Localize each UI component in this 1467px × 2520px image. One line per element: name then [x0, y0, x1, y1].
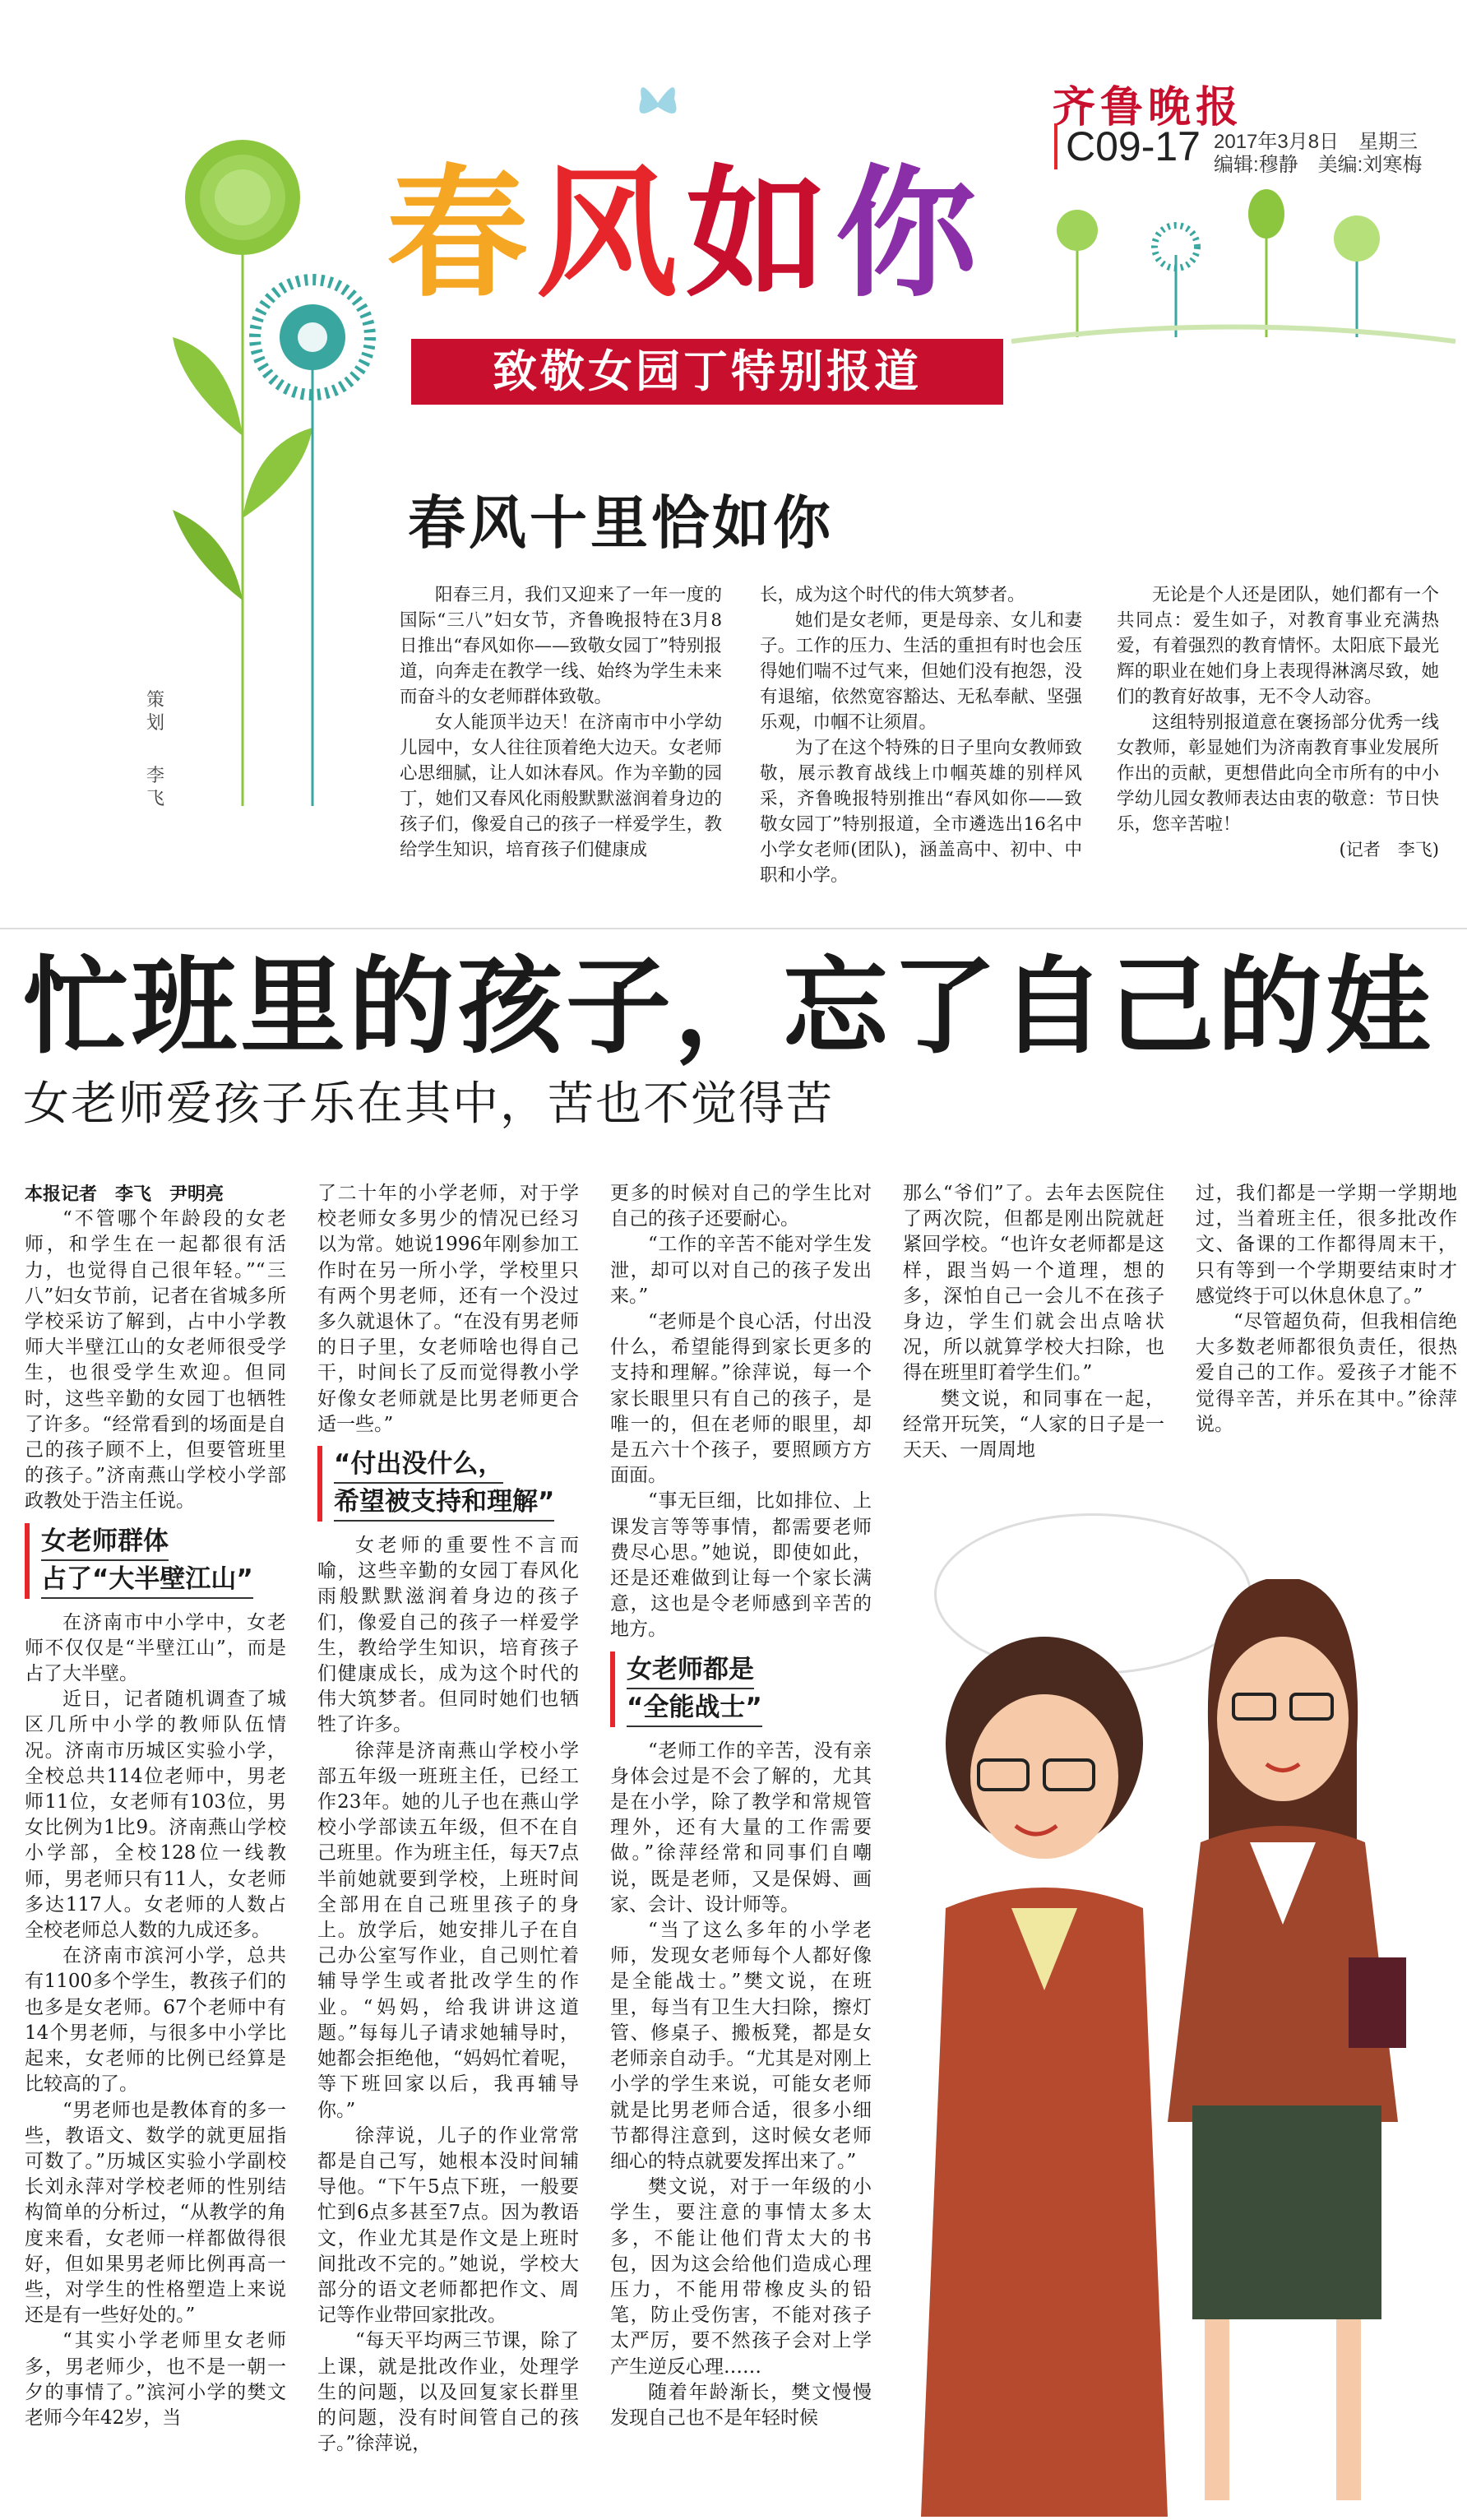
paragraph: 阳春三月，我们又迎来了一年一度的国际“三八”妇女节，齐鲁晚报特在3月8日推出“春风如你——致敬女园丁”特别报道，向奔走在教学一线、始终为学生未来而奋斗的女老师群体致敬。	[400, 585, 722, 707]
planner-label: 策划	[146, 690, 165, 734]
section-divider	[0, 928, 1467, 929]
subhead-line: “付出没什么，	[334, 1446, 503, 1484]
banner-title-char: 你	[835, 151, 985, 317]
subhead-line: 女老师群体	[41, 1523, 169, 1561]
subhead-2	[317, 1446, 579, 1522]
subhead-3	[610, 1651, 872, 1727]
section-banner-title	[386, 151, 985, 317]
banner-title-char: 如	[686, 151, 835, 317]
teachers-illustration	[921, 1530, 1467, 2517]
paragraph: “老师是个良心活，付出没什么，希望能得到家长更多的支持和理解。”徐萍说，每一个家长眼里只有自己的孩子，是唯一的，但在老师的眼里，却是五六十个孩子，要照顾方方面面。	[610, 1311, 872, 1487]
paragraph: 随着年龄渐长，樊文慢慢发现自己也不是年轻时候	[610, 2381, 872, 2429]
paragraph: “男老师也是教体育的多一些，教语文、数学的就更屈指可数了。”历城区实验小学副校长刘永萍对学校老师的性别结构简单的分析过，“从教学的角度来看，女老师一样都做得很好，但如果男老师比例再高一些，对学生的性格塑造上来说还是有一些好处的。”	[25, 2099, 286, 2327]
paragraph: 无论是个人还是团队，她们都有一个共同点：爱生如子，对教育事业充满热爱，有着强烈的教育情怀。太阳底下最光辉的职业在她们身上表现得淋漓尽致，她们的教育好故事，无不令人动容。	[1117, 585, 1439, 707]
page-number: C09-17	[1054, 123, 1201, 169]
byline: 本报记者 李飞 尹明亮	[25, 1184, 224, 1204]
subhead-line: 希望被支持和理解”	[334, 1484, 554, 1522]
paragraph: 在济南市滨河小学，总共有1100多个学生，教孩子们的也多是女老师。67个老师中有14个男老师，与很多中小学比起来，女老师的比例已经算是比较高的了。	[25, 1945, 286, 2096]
paragraph: “老师工作的辛苦，没有亲身体会过是不会了解的，尤其是在小学，除了教学和常规管理外，还有大量的工作需要做。”徐萍经常和同事们自嘲说，既是老师，又是保姆、画家、会计、设计师等。	[610, 1739, 872, 1915]
green-flower-icon	[173, 140, 312, 806]
article-column-2	[317, 1181, 579, 2457]
teacher-figure-icon	[1168, 1579, 1406, 2500]
intro-signature: (记者 李飞)	[1339, 840, 1439, 859]
subhead-1	[25, 1523, 286, 1599]
paragraph: “其实小学老师里女老师多，男老师少，也不是一朝一夕的事情了。”滨河小学的樊文老师今年42岁，当	[25, 2330, 286, 2429]
subhead-line: 女老师都是	[627, 1651, 754, 1689]
banner-title-char: 春	[386, 151, 536, 317]
paper-logo: 齐鲁晚报	[1053, 82, 1244, 132]
paragraph: 她们是女老师，更是母亲、女儿和妻子。工作的压力、生活的重担有时也会压得她们喘不过气来，但她们没有抱怨，没有退缩，依然宽容豁达、无私奉献、坚强乐观，巾帼不让须眉。	[760, 610, 1082, 733]
paragraph: 更多的时候对自己的学生比对自己的孩子还要耐心。	[610, 1183, 872, 1230]
paragraph: 为了在这个特殊的日子里向女教师致敬，展示教育战线上巾帼英雄的别样风采，齐鲁晚报特别推出“春风如你——致敬女园丁”特别报道，全市遴选出16名中小学女老师(团队)，涵盖高中、初中、中职和小学。	[760, 738, 1082, 886]
article-headline: 忙班里的孩子，忘了自己的娃	[23, 946, 1435, 1068]
intro-headline: 春风十里恰如你	[408, 489, 834, 557]
paragraph: 过，我们都是一学期一学期地过，当着班主任，很多批改作文、备课的工作都得周末干，只有等到一个学期要结束时才感觉终于可以休息休息了。”	[1196, 1183, 1457, 1307]
paragraph: 女老师的重要性不言而喻，这些辛勤的女园丁春风化雨般默默滋润着身边的孩子们，像爱自己的孩子一样爱学生，教给学生知识，培育孩子们健康成长，成为这个时代的伟大筑梦者。但同时她们也牺牲了许多。	[317, 1535, 579, 1736]
paragraph: 徐萍是济南燕山学校小学部五年级一班班主任，已经工作23年。她的儿子也在燕山学校小学部读五年级，但不在自己班里。作为班主任，每天7点半前她就要到学校，上班时间全部用在自己班里孩子的身上。放学后，她安排儿子在自己办公室写作业，自己则忙着辅导学生或者批改学生的作业。“妈妈，给我讲讲这道题。”每每儿子请求她辅导时，她都会拒绝他，“妈妈忙着呢，等下班回家以后，我再辅导你。”	[317, 1739, 579, 2121]
plant-decoration-right	[1011, 189, 1455, 345]
section-subtitle: 致敬女园丁特别报道	[411, 339, 1003, 405]
article-subheadline: 女老师爱孩子乐在其中，苦也不觉得苦	[23, 1077, 834, 1131]
paragraph: “尽管超负荷，但我相信绝大多数老师都很负责任，很热爱自己的工作。爱孩子才能不觉得辛苦，并乐在其中。”徐萍说。	[1196, 1311, 1457, 1435]
paragraph: 樊文说，和同事在一起，经常开玩笑，“人家的日子是一天天、一周周地	[903, 1387, 1164, 1462]
paragraph: 近日，记者随机调查了城区几所中小学的教师队伍情况。济南市历城区实验小学，全校总共114位老师中，男老师11位，女老师有103位，男女比例为1比9。济南燕山学校小学部，全校128位一线教师，男老师只有11人，女老师多达117人。女老师的人数占全校老师总人数的九成还多。	[25, 1688, 286, 1942]
paragraph: “每天平均两三节课，除了上课，就是批改作业，处理学生的问题，以及回复家长群里的问题，没有时间管自己的孩子。”徐萍说，	[317, 2330, 579, 2455]
paragraph: 这组特别报道意在褒扬部分优秀一线女教师，彰显她们为济南教育事业发展所作出的贡献，更想借此向全市所有的中小学幼儿园女教师表达由衷的敬意：节日快乐，您辛苦啦！	[1117, 712, 1439, 835]
banner-title-char: 风	[536, 151, 686, 317]
editor-credits: 编辑:穆静 美编:刘寒梅	[1214, 154, 1423, 176]
planner-name: 李飞	[146, 766, 165, 809]
intro-column-1	[400, 582, 722, 863]
issue-date: 2017年3月8日 星期三	[1214, 131, 1418, 153]
paragraph: “工作的辛苦不能对学生发泄，却可以对自己的孩子发出来。”	[610, 1234, 872, 1307]
article-column-1	[25, 1181, 286, 2431]
paragraph: 在济南市中小学中，女老师不仅仅是“半壁江山”，而是占了大半壁。	[25, 1611, 286, 1685]
subhead-line: “全能战士”	[627, 1689, 762, 1727]
paragraph: 樊文说，对于一年级的小学生，要注意的事情太多太多，不能让他们背太大的书包，因为这会给他们造成心理压力，不能用带橡皮头的铅笔，防止受伤害，不能对孩子太严厉，要不然孩子会对上学产生逆反心理……	[610, 2176, 872, 2378]
butterfly-icon	[633, 74, 683, 132]
teal-flower-icon	[255, 280, 370, 806]
article-column-5	[1196, 1181, 1457, 1438]
intro-column-2	[760, 582, 1082, 888]
paragraph: 徐萍说，儿子的作业常常都是自己写，她根本没时间辅导他。“下午5点下班，一般要忙到6点多甚至7点。因为教语文，作业尤其是作文是上班时间批改不完的。”她说，学校大部分的语文老师都把作文、周记等作业带回家批改。	[317, 2124, 579, 2327]
intro-column-3	[1117, 582, 1439, 863]
paragraph: “不管哪个年龄段的女老师，和学生在一起都很有活力，也觉得自己很年轻。”“三八”妇女节前，记者在省城多所学校采访了解到，占中小学教师大半壁江山的女老师很受学生，也很受学生欢迎。但同时，这些辛勤的女园丁也牺牲了许多。“经常看到的场面是自己的孩子顾不上，但要管班里的孩子。”济南燕山学校小学部政教处于浩主任说。	[25, 1208, 286, 1512]
paragraph: 长，成为这个时代的伟大筑梦者。	[760, 585, 1025, 605]
article-column-4	[903, 1181, 1164, 1463]
subhead-line: 占了“大半壁江山”	[41, 1561, 253, 1599]
paragraph: “当了这么多年的小学老师，发现女老师每个人都好像是全能战士。”樊文说，在班里，每当有卫生大扫除，擦灯管、修桌子、搬板凳，都是女老师亲自动手。“尤其是对刚上小学的学生来说，可能女老师就是比男老师合适，很多小细节都得注意到，这时候女老师细心的特点就要发挥出来了。”	[610, 1920, 872, 2172]
teacher-figure-icon	[921, 1637, 1168, 2517]
paragraph: 那么“爷们”了。去年去医院住了两次院，但都是刚出院就赶紧回学校。“也许女老师都是这样，跟当妈一个道理，想的多，深怕自己一会儿不在孩子身边，学生们就会出点啥状况，所以就算学校大扫除，也得在班里盯着学生们。”	[903, 1183, 1164, 1384]
paragraph: 女人能顶半边天！在济南市中小学幼儿园中，女人往往顶着绝大边天。女老师心思细腻，让人如沐春风。作为辛勤的园丁，她们又春风化雨般默默滋润着身边的孩子们，像爱自己的孩子一样爱学生，教给学生知识，培育孩子们健康成	[400, 712, 722, 860]
paragraph: “事无巨细，比如排位、上课发言等等事情，都需要老师费尽心思。”她说，即使如此，还是还难做到让每一个家长满意，这也是令老师感到辛苦的地方。	[610, 1490, 872, 1641]
article-column-3	[610, 1181, 872, 2431]
paragraph: 了二十年的小学老师，对于学校老师女多男少的情况已经习以为常。她说1996年刚参加工作时在另一所小学，学校里只有两个男老师，还有一个没过多久就退休了。“在没有男老师的日子里，女老师啥也得自己干，时间长了反而觉得教小学好像女老师就是比男老师更合适一些。”	[317, 1183, 579, 1435]
